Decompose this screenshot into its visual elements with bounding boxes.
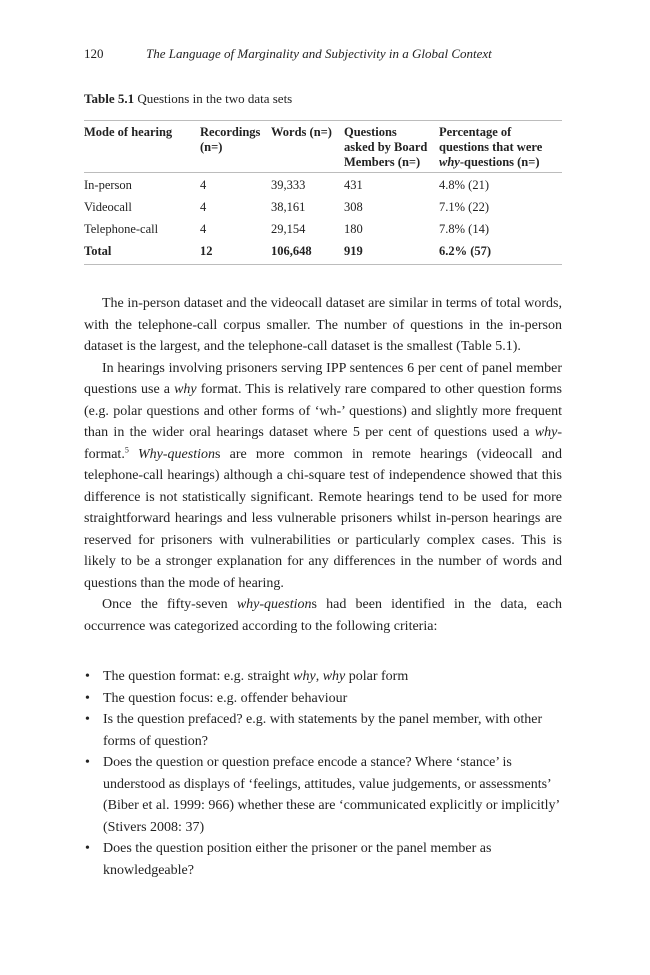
cell-words: 29,154 — [271, 222, 306, 236]
list-item — [84, 709, 562, 752]
list-item — [84, 666, 562, 688]
paragraph: The in-person dataset and the videocall dataset are similar in terms of total words, with the telephone-call corpus smaller. The number of questions in the in-person dataset is the largest, and the telephone-call dataset is the smallest (Table 5.1). — [84, 296, 562, 354]
cell-recordings: 4 — [200, 222, 207, 236]
col-header-recordings: Recordings (n=) — [200, 121, 271, 173]
list-item-text: Is the question prefaced? e.g. with statements by the panel member, with other forms of question? — [103, 712, 543, 749]
list-item — [84, 838, 562, 881]
col-header-words: Words (n=) — [271, 121, 344, 173]
bullet-icon: • — [85, 841, 90, 856]
cell-percentage: 7.8% (14) — [439, 222, 489, 236]
col-header-percentage: Percentage of questions that were why-questions (n=) — [439, 121, 562, 173]
cell-questions: 431 — [344, 178, 363, 192]
body-text — [84, 293, 562, 637]
bullet-icon: • — [85, 690, 90, 706]
list-item — [84, 752, 562, 838]
bullet-icon: • — [85, 669, 90, 684]
cell-questions: 308 — [344, 200, 363, 214]
list-item — [84, 688, 562, 710]
table-row — [84, 217, 562, 239]
running-title: The Language of Marginality and Subjectivity in a Global Context — [146, 46, 492, 61]
table-total-row — [84, 239, 562, 265]
col-header-questions: Questions asked by Board Members (n=) — [344, 121, 439, 173]
cell-words: 39,333 — [271, 178, 306, 192]
cell-words: 106,648 — [271, 239, 344, 265]
cell-mode: Videocall — [84, 200, 132, 214]
cell-recordings: 4 — [200, 200, 207, 214]
col-header-mode: Mode of hearing — [84, 121, 200, 173]
list-item-text: The question format: e.g. straight why, why polar form — [103, 669, 409, 684]
cell-words: 38,161 — [271, 200, 306, 214]
bullet-icon: • — [85, 712, 90, 727]
paragraph: Once the fifty-seven why-questions had been identified in the data, each occurrence was categorized according to the following criteria: — [84, 597, 562, 634]
table-label: Table 5.1 — [84, 91, 135, 106]
list-item-text: Does the question or question preface encode a stance? Where ‘stance’ is understood as displays of ‘feelings, attitudes, value judgements, or assessments’ (Biber et al. 1999: 966) whether these are ‘communicated explicitly or implicitly’ (Stivers 2008: 37) — [103, 755, 560, 835]
cell-mode: In-person — [84, 178, 132, 192]
table-header-row — [84, 121, 562, 173]
paragraph: In hearings involving prisoners serving IPP sentences 6 per cent of panel member questions use a why format. This is relatively rare compared to other question forms (e.g. polar questions and other forms of ‘wh-’ questions) and slightly more frequent than in the wider oral hearings dataset where 5 per cent of questions used a why-format.$^5$ Why-questions are more common in remote hearings (videocall and telephone-call hearings) although a chi-square test of independence showed that this difference is not statistically significant. Remote hearings tend to be used for more straightforward hearings and less vulnerable prisoners whilst in-person hearings are reserved for prisoners with vulnerabilities or particularly complex cases. This is likely to be a stronger explanation for any differences in the number of words and questions than the mode of hearing. — [84, 360, 563, 591]
cell-recordings: 12 — [200, 239, 271, 265]
table-caption-text: Questions in the two data sets — [137, 91, 293, 106]
cell-mode: Total — [84, 239, 200, 265]
list-item-text: Does the question position either the prisoner or the panel member as knowledgeable? — [103, 841, 492, 878]
questions-table — [84, 120, 562, 265]
cell-percentage: 4.8% (21) — [439, 178, 489, 192]
cell-recordings: 4 — [200, 178, 207, 192]
table-caption — [84, 91, 292, 107]
cell-questions: 180 — [344, 222, 363, 236]
criteria-list — [84, 666, 562, 881]
cell-questions: 919 — [344, 239, 439, 265]
table-row — [84, 173, 562, 196]
running-head — [84, 46, 562, 62]
cell-percentage: 7.1% (22) — [439, 200, 489, 214]
bullet-icon: • — [85, 755, 90, 770]
page-number: 120 — [84, 46, 104, 61]
cell-percentage: 6.2% (57) — [439, 239, 562, 265]
cell-mode: Telephone-call — [84, 222, 159, 236]
list-item-text: The question focus: e.g. offender behaviour — [103, 690, 348, 706]
table-row — [84, 195, 562, 217]
